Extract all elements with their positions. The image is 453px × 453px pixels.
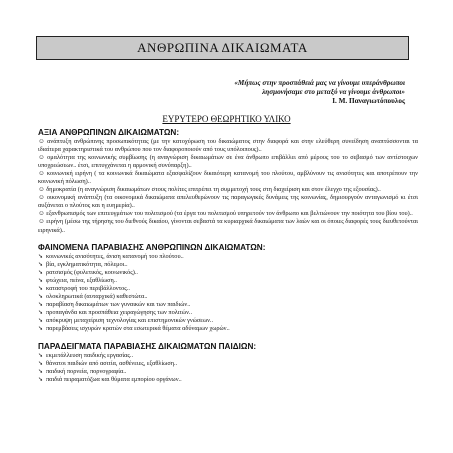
list-item (38, 317, 418, 325)
list-item (38, 352, 418, 360)
smiley-icon: ☺ (38, 210, 45, 218)
heading-value-of-rights: ΑΞΙΑ ΑΝΘΡΩΠΙΝΩΝ ΔΙΚΑΙΩΜΑΤΩΝ: (38, 128, 180, 137)
arrow-bullet-icon: ➘ (38, 253, 44, 260)
list-item (38, 154, 418, 170)
item-text: κοινωνικές ανισότητες, άνιση κατανομή του πλούτου.. (46, 252, 184, 260)
item-text: ειρήνη (μέσω της τήρησης του διεθνούς δικαίου, γίνονται σεβαστά τα κυριαρχικά δικαιώματα των λαών και οι όποιες διαφορές τους διευθετούνται ειρηνικά).. (38, 218, 418, 234)
title-box (36, 36, 409, 60)
list-item (38, 376, 418, 384)
item-text: παρεμβάσεις ισχυρών κρατών στα εσωτερικά θέματα αδύναμων χωρών.. (46, 324, 230, 332)
arrow-bullet-icon: ➘ (38, 317, 44, 324)
smiley-icon: ☺ (38, 154, 45, 162)
list-item (38, 253, 418, 261)
item-text: παιδιά πειραματόζωα και θύματα εμπορίου οργάνων.. (46, 376, 182, 384)
arrow-bullet-icon: ➘ (38, 261, 44, 268)
list-item (38, 368, 418, 376)
page-title: ΑΝΘΡΩΠΙΝΑ ΔΙΚΑΙΩΜΑΤΑ (137, 40, 308, 55)
arrow-bullet-icon: ➘ (38, 309, 44, 316)
item-text: θάνατοι παιδιών από ασιτία, ασθένειες, εξαθλίωση.. (46, 360, 178, 368)
content-body (38, 128, 418, 384)
list-item (38, 309, 418, 317)
arrow-bullet-icon: ➘ (38, 325, 44, 332)
list-item (38, 210, 418, 218)
list-item (38, 360, 418, 368)
arrow-bullet-icon: ➘ (38, 301, 44, 308)
child-rights-violations-list (38, 352, 418, 384)
smiley-icon: ☺ (38, 194, 45, 202)
item-text: παιδική πορνεία, πορνογραφία.. (46, 368, 127, 376)
item-text: εκμετάλλευση παιδικής εργασίας.. (46, 352, 134, 360)
heading-child-rights-violations: ΠΑΡΑΔΕΙΓΜΑΤΑ ΠΑΡΑΒΙΑΣΗΣ ΔΙΚΑΙΩΜΑΤΩΝ ΠΑΙΔΙΩΝ: (38, 342, 257, 352)
list-item (38, 218, 418, 234)
arrow-bullet-icon: ➘ (38, 277, 44, 284)
list-item (38, 285, 418, 293)
list-item (38, 261, 418, 269)
item-text: βία, εγκληματικότητα, πόλεμοι.. (46, 260, 128, 268)
item-text: εξανθρωπισμός των επιτευγμάτων του πολιτισμού (τα έργα του πολιτισμού υπηρετούν τον άνθρωπο και βελτιώνουν την ποιότητα του βίου του).. (46, 210, 413, 218)
list-item (38, 194, 418, 210)
item-text: ολοκληρωτικά (αυταρχικά) καθεστώτα.. (46, 292, 148, 300)
value-of-rights-list (38, 138, 418, 235)
list-item (38, 277, 418, 285)
violation-phenomena-list (38, 253, 418, 333)
quote-line-2: λησμονήσαμε στο μεταξύ να γίνουμε άνθρωποι» (262, 88, 405, 97)
smiley-icon: ☺ (38, 218, 45, 226)
item-text: φτώχεια, πείνα, εξαθλίωση.. (46, 276, 117, 284)
item-text: ρατσισμός (φυλετικός, κοινωνικός).. (46, 268, 138, 276)
item-text: οικονομική ανάπτυξη (τα οικονομικά δικαιώματα απελευθερώνουν τις παραγωγικές δυνάμεις της κοινωνίας, δημιουργούν ανταγωνισμό κι έτσι αυξάνεται ο πλούτος και η ευημερία).. (38, 194, 418, 210)
smiley-icon: ☺ (38, 138, 45, 145)
item-text: ομαλότητα της κοινωνικής συμβίωσης (η αναγνώριση δικαιωμάτων σε ένα άνθρωπο επιβάλλει από μέρους του το σεβασμό των αντίστοιχων υποχρεώσεων.. έτσι, επιτυγχάνεται η αρμονική συνύπαρξη).. (38, 154, 418, 170)
list-item (38, 138, 418, 154)
list-item (38, 293, 418, 301)
item-text: προπαγάνδα και προσπάθεια χειραγώγησης των πολιτών.. (46, 308, 193, 316)
quote-author: Ι. Μ. Παναγιωτόπουλος (332, 97, 405, 106)
heading-violation-phenomena: ΦΑΙΝΟΜΕΝΑ ΠΑΡΑΒΙΑΣΗΣ ΑΝΘΡΩΠΙΝΩΝ ΔΙΚΑΙΩΜΑΤΩΝ: (38, 242, 266, 252)
list-item (38, 269, 418, 277)
item-text: καταστροφή του περιβάλλοντος.. (46, 284, 130, 292)
arrow-bullet-icon: ➘ (38, 353, 44, 360)
list-item (38, 186, 418, 194)
quote-line-1: «Μήπως στην προσπάθειά μας να γίνουμε υπεράνθρωποι (234, 79, 405, 87)
item-text: κοινωνική ειρήνη ( τα κοινωνικά δικαιώματα εξασφαλίζουν δικαιότερη κατανομή του πλούτου, αμβλύνουν τις ανισότητες και αποτρέπουν την κοινωνική πόλωση).. (38, 170, 418, 186)
arrow-bullet-icon: ➘ (38, 285, 44, 292)
arrow-bullet-icon: ➘ (38, 369, 44, 376)
smiley-icon: ☺ (38, 186, 45, 194)
item-text: παραβίαση δικαιωμάτων των γυναικών και των παιδιών.. (46, 300, 191, 308)
item-text: απόκρυψη μεταχείριση τεχνολογίας και επιστημονικών γνώσεων.. (46, 316, 214, 324)
arrow-bullet-icon: ➘ (38, 361, 44, 368)
section-subtitle: ΕΥΡΥΤΕΡΟ ΘΕΩΡΗΤΙΚΟ ΥΛΙΚΟ (162, 114, 291, 124)
list-item (38, 301, 418, 309)
list-item (38, 325, 418, 333)
arrow-bullet-icon: ➘ (38, 269, 44, 276)
item-text: δημοκρατία (η αναγνώριση δικαιωμάτων στους πολίτες επιτρέπει τη συμμετοχή τους στη διαχείριση και στον έλεγχο της εξουσίας).. (46, 186, 381, 194)
smiley-icon: ☺ (38, 170, 45, 178)
list-item (38, 170, 418, 186)
epigraph-quote (75, 79, 405, 107)
arrow-bullet-icon: ➘ (38, 377, 44, 384)
arrow-bullet-icon: ➘ (38, 293, 44, 300)
item-text: ανάπτυξη ανθρώπινης προσωπικότητας (με την κατοχύρωση του δικαιώματος στην διαφορά και στην ελεύθερη συνείδηση αναπτύσσονται τα ιδιαίτερα χαρακτηριστικά του ανθρώπου που τον διαφοροποιούν από τους υπόλοιπους).. (38, 138, 418, 154)
